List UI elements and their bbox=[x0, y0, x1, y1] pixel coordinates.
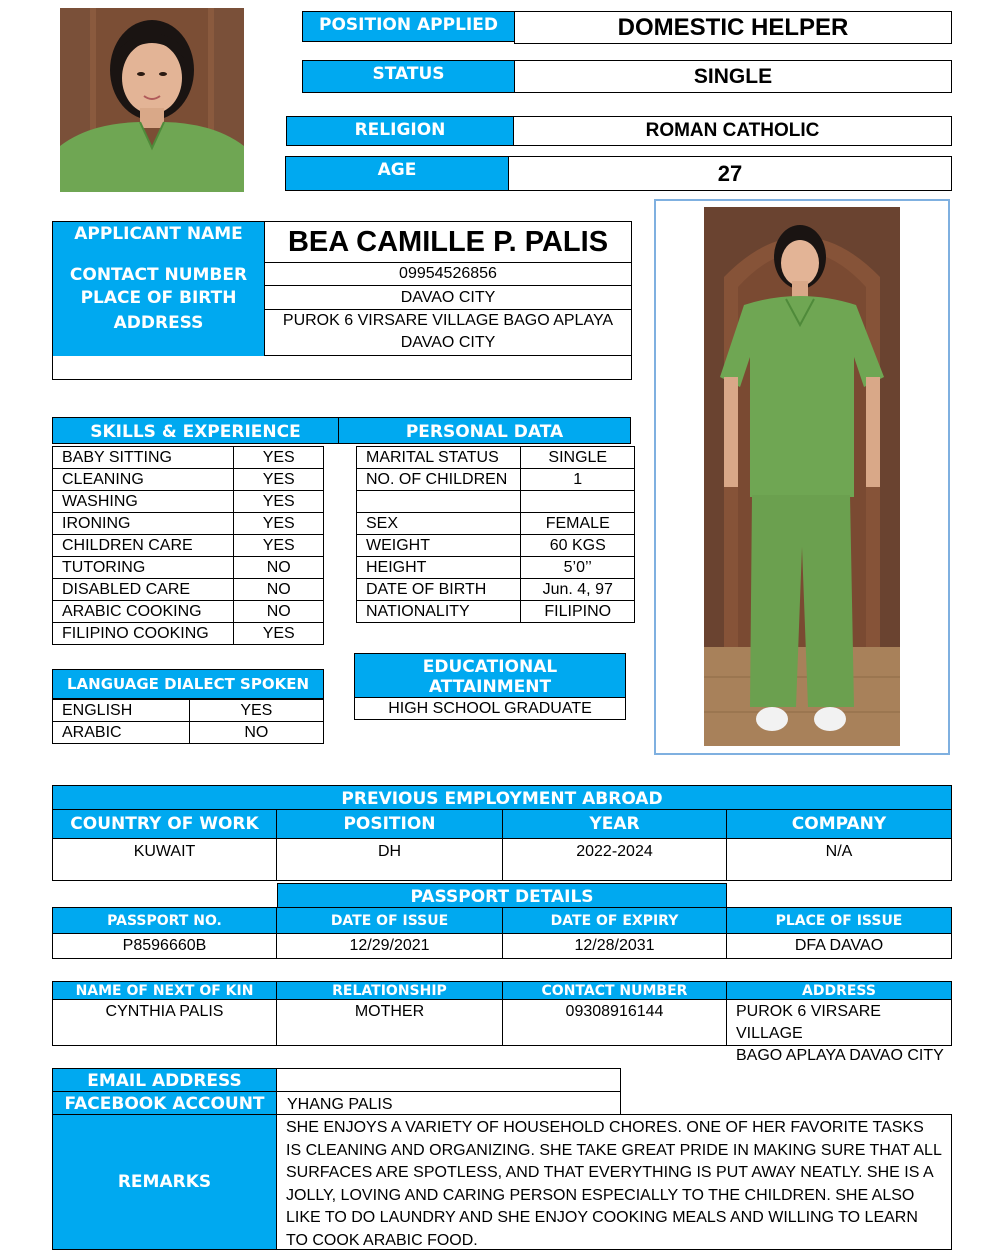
skill-value: YES bbox=[234, 513, 324, 535]
personal-row bbox=[357, 535, 635, 557]
skill-row bbox=[53, 579, 324, 601]
skill-row bbox=[53, 623, 324, 645]
address-value bbox=[264, 310, 631, 356]
skill-name: DISABLED CARE bbox=[53, 579, 234, 601]
kin-header-1: RELATIONSHIP bbox=[276, 981, 503, 1000]
employment-cell-2: 2022-2024 bbox=[502, 838, 727, 881]
passport-title: PASSPORT DETAILS bbox=[277, 883, 727, 908]
language-table bbox=[52, 699, 324, 744]
full-body-photo bbox=[704, 207, 900, 746]
education-title-line-1: EDUCATIONAL bbox=[422, 657, 558, 677]
kin-name: CYNTHIA PALIS bbox=[52, 999, 277, 1046]
employment-header-1: POSITION bbox=[276, 809, 503, 839]
portrait-photo bbox=[60, 8, 244, 192]
personal-row bbox=[357, 557, 635, 579]
language-name: ARABIC bbox=[53, 722, 190, 744]
employment-cell-0: KUWAIT bbox=[52, 838, 277, 881]
facebook-label: FACEBOOK ACCOUNT bbox=[52, 1091, 277, 1115]
facebook-value: YHANG PALIS bbox=[276, 1091, 621, 1115]
skill-name: FILIPINO COOKING bbox=[53, 623, 234, 645]
personal-row bbox=[357, 513, 635, 535]
employment-cell-3: N/A bbox=[726, 838, 952, 881]
email-value bbox=[276, 1068, 621, 1092]
personal-label bbox=[357, 491, 521, 513]
personal-label: SEX bbox=[357, 513, 521, 535]
skill-value: YES bbox=[234, 447, 324, 469]
personal-label: DATE OF BIRTH bbox=[357, 579, 521, 601]
personal-value: FEMALE bbox=[521, 513, 635, 535]
religion-value: ROMAN CATHOLIC bbox=[513, 116, 952, 146]
personal-value: 1 bbox=[521, 469, 635, 491]
kin-relationship: MOTHER bbox=[276, 999, 503, 1046]
skill-name: WASHING bbox=[53, 491, 234, 513]
personal-value: Jun. 4, 97 bbox=[521, 579, 635, 601]
skill-value: YES bbox=[234, 535, 324, 557]
status-value: SINGLE bbox=[514, 60, 952, 93]
language-title: LANGUAGE DIALECT SPOKEN bbox=[52, 669, 324, 699]
age-value: 27 bbox=[508, 156, 952, 191]
personal-value: FILIPINO bbox=[521, 601, 635, 623]
kin-header-0: NAME OF NEXT OF KIN bbox=[52, 981, 277, 1000]
skill-row bbox=[53, 469, 324, 491]
personal-label: WEIGHT bbox=[357, 535, 521, 557]
language-name: ENGLISH bbox=[53, 700, 190, 722]
skill-row bbox=[53, 447, 324, 469]
contact-number-label: CONTACT NUMBER bbox=[53, 263, 264, 286]
passport-cell-3: DFA DAVAO bbox=[726, 933, 952, 959]
personal-value: SINGLE bbox=[521, 447, 635, 469]
personal-label: MARITAL STATUS bbox=[357, 447, 521, 469]
status-label: STATUS bbox=[302, 60, 515, 93]
personal-row bbox=[357, 579, 635, 601]
language-row bbox=[53, 722, 324, 744]
personal-value: 60 KGS bbox=[521, 535, 635, 557]
personal-value: 5’0’’ bbox=[521, 557, 635, 579]
skill-name: BABY SITTING bbox=[53, 447, 234, 469]
kin-address-line-1: PUROK 6 VIRSARE VILLAGE bbox=[736, 1003, 881, 1042]
remarks-text: SHE ENJOYS A VARIETY OF HOUSEHOLD CHORES. ONE OF HER FAVORITE TASKS IS CLEANING AND ORGANIZING. SHE TAKE GREAT PRIDE IN MAKING SURE THAT ALL SURFACES ARE SPOTLESS, AND THAT EVERYTHING IS PUT AWAY NEATLY. SHE IS A JOLLY, LOVING AND CARING PERSON ESPECIALLY TO THE CHILDREN. SHE ALSO LIKE TO DO LAUNDRY AND SHE ENJOY COOKING MEALS AND WILLING TO LEARN TO COOK ARABIC FOOD. bbox=[276, 1114, 952, 1250]
remarks-label: REMARKS bbox=[52, 1114, 277, 1250]
personal-data-title: PERSONAL DATA bbox=[338, 417, 631, 444]
employment-cell-1: DH bbox=[276, 838, 503, 881]
personal-row bbox=[357, 601, 635, 623]
skill-value: NO bbox=[234, 557, 324, 579]
passport-cell-1: 12/29/2021 bbox=[276, 933, 503, 959]
skill-row bbox=[53, 491, 324, 513]
skills-table bbox=[52, 446, 324, 645]
skill-name: CLEANING bbox=[53, 469, 234, 491]
skill-name: TUTORING bbox=[53, 557, 234, 579]
personal-label: NATIONALITY bbox=[357, 601, 521, 623]
language-value: YES bbox=[189, 700, 323, 722]
kin-address-line-2: BAGO APLAYA DAVAO CITY bbox=[736, 1047, 944, 1064]
age-label: AGE bbox=[285, 156, 509, 191]
language-row bbox=[53, 700, 324, 722]
position-applied-value: DOMESTIC HELPER bbox=[514, 11, 952, 44]
address-label: ADDRESS bbox=[53, 310, 264, 356]
kin-address bbox=[726, 999, 952, 1064]
position-applied-label: POSITION APPLIED bbox=[302, 11, 515, 42]
personal-row bbox=[357, 469, 635, 491]
personal-value bbox=[521, 491, 635, 513]
education-title-line-2: ATTAINMENT bbox=[428, 677, 552, 697]
skill-value: YES bbox=[234, 623, 324, 645]
applicant-name-value: BEA CAMILLE P. PALIS bbox=[264, 222, 631, 263]
place-of-birth-value: DAVAO CITY bbox=[264, 286, 631, 310]
email-label: EMAIL ADDRESS bbox=[52, 1068, 277, 1092]
language-value: NO bbox=[189, 722, 323, 744]
personal-row bbox=[357, 447, 635, 469]
skill-value: YES bbox=[234, 469, 324, 491]
skill-value: NO bbox=[234, 601, 324, 623]
kin-header-2: CONTACT NUMBER bbox=[502, 981, 727, 1000]
education-value: HIGH SCHOOL GRADUATE bbox=[354, 697, 626, 720]
passport-header-1: DATE OF ISSUE bbox=[276, 907, 503, 934]
passport-cell-2: 12/28/2031 bbox=[502, 933, 727, 959]
skill-name: CHILDREN CARE bbox=[53, 535, 234, 557]
applicant-name-label: APPLICANT NAME bbox=[53, 222, 264, 263]
skill-row bbox=[53, 557, 324, 579]
employment-title: PREVIOUS EMPLOYMENT ABROAD bbox=[52, 785, 952, 810]
passport-header-3: PLACE OF ISSUE bbox=[726, 907, 952, 934]
skill-row bbox=[53, 513, 324, 535]
passport-cell-0: P8596660B bbox=[52, 933, 277, 959]
contact-number-value: 09954526856 bbox=[264, 263, 631, 286]
skill-name: IRONING bbox=[53, 513, 234, 535]
employment-header-3: COMPANY bbox=[726, 809, 952, 839]
religion-label: RELIGION bbox=[286, 116, 514, 146]
skill-row bbox=[53, 601, 324, 623]
kin-contact: 09308916144 bbox=[502, 999, 727, 1046]
place-of-birth-label: PLACE OF BIRTH bbox=[53, 286, 264, 310]
passport-header-0: PASSPORT NO. bbox=[52, 907, 277, 934]
skill-value: YES bbox=[234, 491, 324, 513]
personal-row bbox=[357, 491, 635, 513]
address-line-1: PUROK 6 VIRSARE VILLAGE BAGO APLAYA bbox=[282, 312, 614, 329]
personal-label: HEIGHT bbox=[357, 557, 521, 579]
kin-header-3: ADDRESS bbox=[726, 981, 952, 1000]
employment-header-0: COUNTRY OF WORK bbox=[52, 809, 277, 839]
employment-header-2: YEAR bbox=[502, 809, 727, 839]
passport-header-2: DATE OF EXPIRY bbox=[502, 907, 727, 934]
personal-label: NO. OF CHILDREN bbox=[357, 469, 521, 491]
skill-row bbox=[53, 535, 324, 557]
skills-title: SKILLS & EXPERIENCE bbox=[52, 417, 339, 444]
skill-value: NO bbox=[234, 579, 324, 601]
education-title bbox=[354, 653, 626, 698]
personal-table bbox=[356, 446, 635, 623]
address-line-2: DAVAO CITY bbox=[400, 334, 496, 351]
skill-name: ARABIC COOKING bbox=[53, 601, 234, 623]
